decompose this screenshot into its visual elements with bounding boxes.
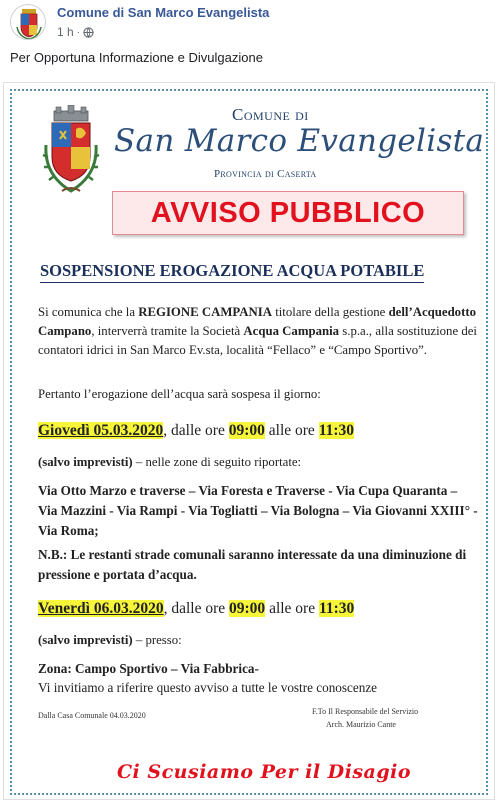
nb-note: N.B.: Le restanti strade comunali saranno interessate da una diminuzione di pressione e portata d’acqua.	[38, 547, 467, 582]
invito-line: Vi invitiamo a riferire questo avviso a tutte le vostre conoscenze	[38, 680, 378, 695]
acquedotto-name: dell’Acquedotto Campano	[38, 305, 477, 338]
day1-schedule	[38, 421, 478, 440]
avviso-title: AVVISO PUBBLICO	[150, 196, 426, 229]
pertanto-line: Pertanto l’erogazione dell’acqua sarà sospesa il giorno:	[38, 387, 321, 401]
day2-from: 09:00	[229, 600, 266, 617]
post-image-flyer[interactable]	[3, 82, 495, 800]
coat-of-arms-icon	[11, 5, 46, 40]
comune-di-heading: Comune di	[232, 105, 309, 124]
salvo-line-1	[38, 453, 478, 472]
intro-text: s.p.a., alla sostituzione dei contatori idrici in San Marco Ev.sta, località “Fellaco” e “Campo Sportivo”.	[38, 324, 477, 357]
zona-line: Zona: Campo Sportivo – Via Fabbrica-	[38, 661, 259, 676]
page-avatar[interactable]	[10, 4, 46, 40]
meta-separator: ·	[76, 26, 81, 38]
intro-text: Si comunica che la	[38, 305, 139, 319]
day2-schedule	[38, 599, 478, 618]
closing-apology: Ci Scusiamo Per il Disagio	[116, 761, 412, 783]
provincia-label: Provincia di Caserta	[214, 168, 317, 180]
intro-text: , interverrà tramite la Società	[91, 324, 244, 338]
casa-comunale-date: Dalla Casa Comunale 04.03.2020	[38, 711, 146, 720]
day2-to: 11:30	[318, 600, 355, 617]
day1-date: Giovedì 05.03.2020	[38, 422, 164, 439]
salvo-bold: (salvo imprevisti)	[38, 633, 133, 647]
post-time[interactable]: 1 h	[57, 25, 74, 39]
salvo-rest: – presso:	[132, 633, 182, 647]
day1-text: , dalle ore	[163, 422, 229, 439]
post-meta	[57, 25, 94, 39]
salvo-rest: – nelle zone di seguito riportate:	[132, 455, 302, 469]
salvo-line-2	[38, 631, 478, 650]
signature-block	[312, 705, 418, 731]
day1-text: alle ore	[264, 422, 319, 439]
intro-paragraph	[38, 303, 478, 360]
signature-name: Arch. Maurizio Cante	[326, 720, 396, 729]
regione-name: REGIONE CAMPANIA	[138, 305, 272, 319]
globe-icon[interactable]	[83, 27, 94, 38]
avviso-banner	[112, 191, 464, 235]
day1-from: 09:00	[228, 422, 265, 439]
day2-date: Venerdì 06.03.2020	[38, 600, 164, 617]
company-name: Acqua Campania	[243, 324, 340, 338]
streets-list: Via Otto Marzo e traverse – Via Foresta e Traverse - Via Cupa Quaranta – Via Mazzini - Via Rampi - Via Togliatti – Via Bologna – Via Giovanni XXIII° - Via Roma;	[38, 483, 478, 538]
post-header	[10, 4, 490, 40]
signature-title: F.To Il Responsabile del Servizio	[312, 707, 419, 716]
day1-to: 11:30	[318, 422, 354, 439]
page-name-link[interactable]: Comune di San Marco Evangelista	[57, 5, 270, 20]
day2-text: alle ore	[265, 600, 319, 617]
post-caption: Per Opportuna Informazione e Divulgazione	[10, 50, 263, 65]
salvo-bold: (salvo imprevisti)	[38, 455, 133, 469]
intro-text: titolare della gestione	[272, 305, 389, 319]
day2-text: , dalle ore	[163, 600, 230, 617]
coat-of-arms-icon	[40, 105, 102, 197]
notice-subject: SOSPENSIONE EROGAZIONE ACQUA POTABILE	[40, 261, 424, 283]
town-name-heading: San Marco Evangelista	[114, 123, 485, 159]
